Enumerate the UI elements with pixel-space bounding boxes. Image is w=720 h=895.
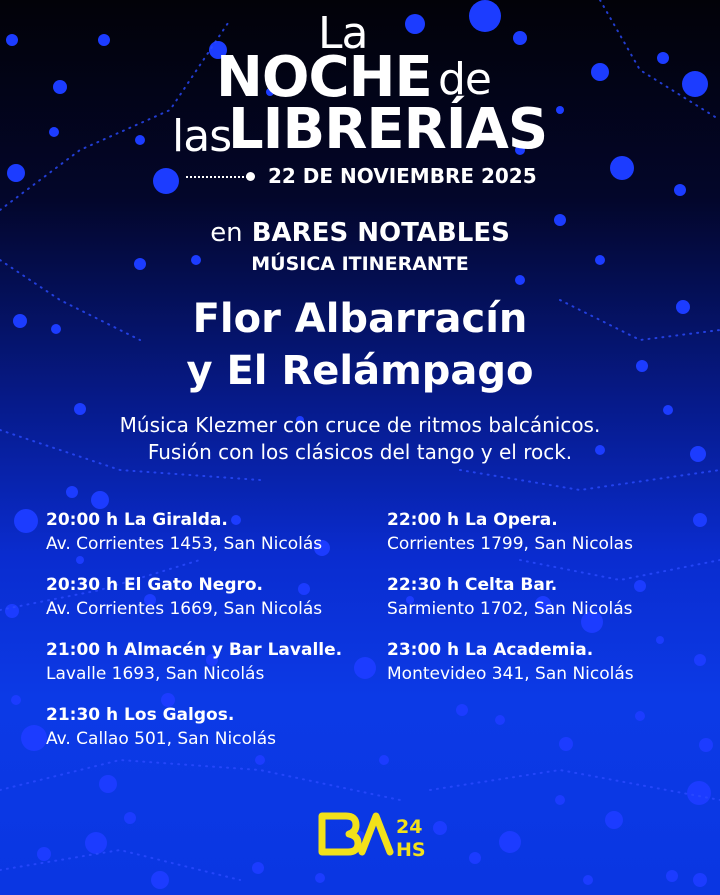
- schedule-slot: [387, 638, 634, 686]
- background-dot: [605, 811, 623, 829]
- background-dotted-line: [0, 760, 400, 800]
- title-librerias: LIBRERÍAS: [228, 97, 548, 162]
- background-dotted-line: [0, 850, 240, 880]
- slot-address: Av. Corrientes 1453, San Nicolás: [46, 534, 323, 554]
- background-dot: [135, 135, 145, 145]
- background-dot: [99, 775, 117, 793]
- background-dot: [124, 812, 136, 824]
- venue-name: BARES NOTABLES: [251, 218, 510, 248]
- background-dot: [255, 755, 265, 765]
- background-dot: [14, 509, 38, 533]
- background-dot: [37, 847, 51, 861]
- schedule-slot: [387, 508, 633, 556]
- background-dot: [85, 832, 107, 854]
- background-dot: [666, 870, 678, 882]
- venue-heading: [0, 218, 720, 248]
- schedule-slot: [46, 703, 276, 751]
- background-dot: [5, 604, 19, 618]
- title-las: las: [172, 111, 232, 162]
- background-dot: [252, 862, 264, 874]
- logo-24: 24: [396, 816, 423, 838]
- description-line-1: Música Klezmer con cruce de ritmos balcánicos.: [119, 413, 601, 437]
- background-dot: [583, 875, 593, 885]
- background-dot: [469, 852, 481, 864]
- background-dot: [379, 755, 389, 765]
- event-subtitle: MÚSICA ITINERANTE: [251, 253, 469, 275]
- logo-b-shape: [322, 816, 358, 852]
- slot-time-venue: 21:00 h Almacén y Bar Lavalle.: [46, 640, 343, 660]
- ba-24hs-logo: [316, 806, 436, 862]
- schedule-slot: [46, 638, 342, 686]
- slot-time-venue: 22:30 h Celta Bar.: [387, 575, 558, 595]
- date-bullet: [246, 172, 255, 181]
- artist-name: [0, 293, 720, 397]
- slot-time-venue: 23:00 h La Academia.: [387, 640, 594, 660]
- schedule-slot: [46, 508, 322, 556]
- event-date: 22 DE NOVIEMBRE 2025: [268, 164, 537, 188]
- slot-address: Montevideo 341, San Nicolás: [387, 664, 634, 684]
- artist-line-2: y El Relámpago: [186, 348, 534, 394]
- slot-time-venue: 21:30 h Los Galgos.: [46, 705, 235, 725]
- background-dot: [556, 106, 564, 114]
- title-la: La: [318, 8, 368, 59]
- slot-address: Sarmiento 1702, San Nicolás: [387, 599, 633, 619]
- logo-a-shape: [362, 816, 390, 852]
- slot-address: Av. Corrientes 1669, San Nicolás: [46, 599, 323, 619]
- background-dot: [687, 781, 711, 805]
- background-dot: [499, 831, 521, 853]
- background-dot: [76, 556, 84, 564]
- background-dot: [674, 184, 686, 196]
- background-dot: [699, 738, 713, 752]
- background-dot: [657, 52, 669, 64]
- background-dot: [515, 275, 525, 285]
- slot-time-venue: 22:00 h La Opera.: [387, 510, 558, 530]
- background-dot: [354, 657, 376, 679]
- background-dot: [694, 654, 706, 666]
- slot-address: Lavalle 1693, San Nicolás: [46, 664, 265, 684]
- background-dot: [513, 31, 527, 45]
- background-dotted-line: [430, 770, 720, 800]
- background-dot: [495, 715, 505, 725]
- slot-time-venue: 20:30 h El Gato Negro.: [46, 575, 264, 595]
- title-de: de: [438, 54, 491, 105]
- background-dot: [469, 0, 501, 32]
- background-dot: [693, 873, 707, 887]
- schedule-slot: [46, 573, 322, 621]
- background-dot: [49, 127, 59, 137]
- description-line-2: Fusión con los clásicos del tango y el rock.: [147, 440, 573, 464]
- background-dot: [693, 513, 707, 527]
- background-dot: [91, 491, 109, 509]
- date-dotted-line: [186, 176, 252, 178]
- artist-line-1: Flor Albarracín: [192, 296, 528, 342]
- background-dot: [555, 795, 565, 805]
- background-dot: [634, 580, 646, 592]
- background-dot: [11, 695, 21, 705]
- slot-time-venue: 20:00 h La Giralda.: [46, 510, 228, 530]
- venue-prefix: en: [210, 218, 243, 248]
- background-dot: [21, 725, 47, 751]
- background-dot: [656, 636, 664, 644]
- slot-address: Av. Callao 501, San Nicolás: [46, 729, 276, 749]
- background-dot: [6, 34, 18, 46]
- logo-hs: HS: [396, 839, 426, 861]
- title-noche: NOCHE: [216, 45, 432, 110]
- background-dot: [456, 704, 468, 716]
- background-dot: [635, 711, 645, 721]
- background-dot: [591, 63, 609, 81]
- background-dot: [153, 168, 179, 194]
- schedule-slot: [387, 573, 633, 621]
- background-dot: [66, 486, 78, 498]
- background-dot: [151, 871, 169, 889]
- event-description: [0, 412, 720, 466]
- background-dot: [559, 737, 573, 751]
- background-dot: [682, 71, 708, 97]
- background-dot: [98, 34, 110, 46]
- background-dot: [53, 80, 67, 94]
- background-dot: [405, 14, 425, 34]
- background-dot: [315, 873, 325, 883]
- background-dotted-line: [460, 470, 720, 490]
- background-dot: [7, 164, 25, 182]
- background-dot: [610, 156, 634, 180]
- slot-address: Corrientes 1799, San Nicolas: [387, 534, 633, 554]
